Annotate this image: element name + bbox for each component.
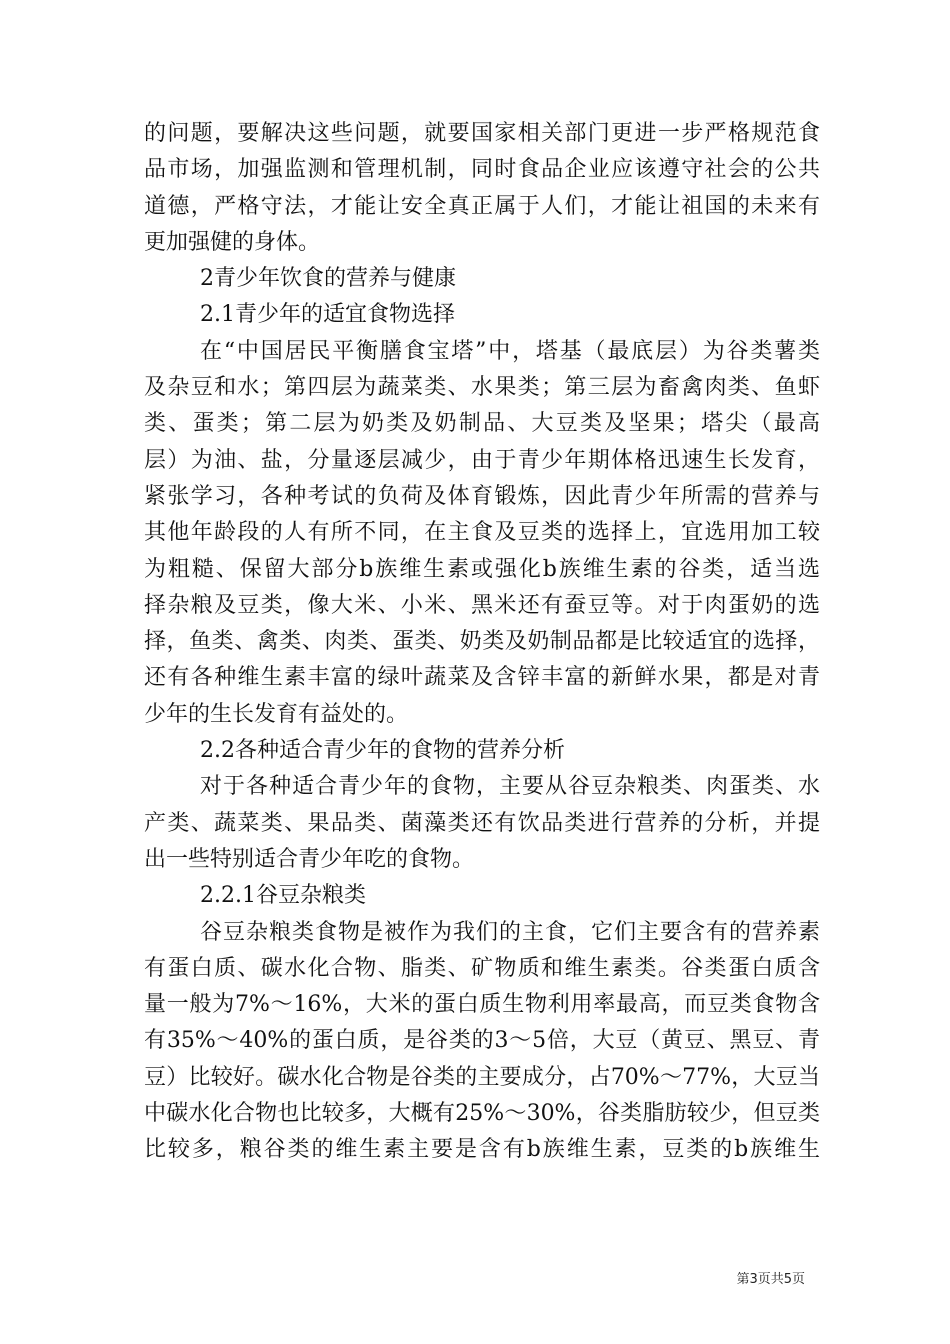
text-line: 的问题，要解决这些问题，就要国家相关部门更进一步严格规范食 [144,121,820,146]
text-line: 为粗糙、保留大部分b族维生素或强化b族维生素的谷类，适当选 [144,556,820,582]
text-line: 道德，严格守法，才能让安全真正属于人们，才能让祖国的未来有 [144,193,820,219]
text-line: 在“中国居民平衡膳食宝塔”中，塔基（最底层）为谷类薯类 [200,338,820,364]
text-line: 出一些特别适合青少年吃的食物。 [144,846,475,872]
text-line: 量一般为7%～16%，大米的蛋白质生物利用率最高，而豆类食物含 [144,992,820,1018]
text-line: 2青少年饮食的营养与健康 [200,266,456,292]
text-line: 层）为油、盐，分量逐层减少，由于青少年期体格迅速生长发育， [144,447,820,473]
text-line: 少年的生长发育有益处的。 [144,701,409,727]
text-line: 产类、蔬菜类、果品类、菌藻类还有饮品类进行营养的分析，并提 [144,810,820,836]
text-line: 还有各种维生素丰富的绿叶蔬菜及含锌丰富的新鲜水果，都是对青 [144,665,820,691]
text-line: 择杂粮及豆类，像大米、小米、黑米还有蚕豆等。对于肉蛋奶的选 [144,592,820,618]
text-line: 紧张学习，各种考试的负荷及体育锻炼，因此青少年所需的营养与 [144,483,820,509]
body-text [144,116,820,1169]
text-line: 比较多，粮谷类的维生素主要是含有b族维生素，豆类的b族维生 [144,1137,820,1163]
text-line: 类、蛋类；第二层为奶类及奶制品、大豆类及坚果；塔尖（最高 [144,411,820,437]
text-line: 有蛋白质、碳水化合物、脂类、矿物质和维生素类。谷类蛋白质含 [144,955,820,981]
text-line: 其他年龄段的人有所不同，在主食及豆类的选择上，宜选用加工较 [144,520,820,546]
page-footer: 第3页共5页 [736,1272,805,1287]
text-line: 2.2.1谷豆杂粮类 [200,883,366,909]
text-line: 2.2各种适合青少年的食物的营养分析 [200,738,565,764]
text-line: 中碳水化合物也比较多，大概有25%～30%，谷类脂肪较少，但豆类 [144,1101,820,1127]
text-line: 豆）比较好。碳水化合物是谷类的主要成分，占70%～77%，大豆当 [144,1064,820,1090]
text-line: 谷豆杂粮类食物是被作为我们的主食，它们主要含有的营养素 [200,919,820,945]
text-line: 更加强健的身体。 [144,229,321,255]
text-line: 品市场，加强监测和管理机制，同时食品企业应该遵守社会的公共 [144,157,820,183]
text-line: 对于各种适合青少年的食物，主要从谷豆杂粮类、肉蛋类、水 [200,774,820,800]
text-line: 及杂豆和水；第四层为蔬菜类、水果类；第三层为畜禽肉类、鱼虾 [144,375,820,401]
text-line: 有35%～40%的蛋白质，是谷类的3～5倍，大豆（黄豆、黑豆、青 [144,1028,820,1054]
text-line: 2.1青少年的适宜食物选择 [200,302,455,328]
text-line: 择，鱼类、禽类、肉类、蛋类、奶类及奶制品都是比较适宜的选择， [144,629,820,655]
